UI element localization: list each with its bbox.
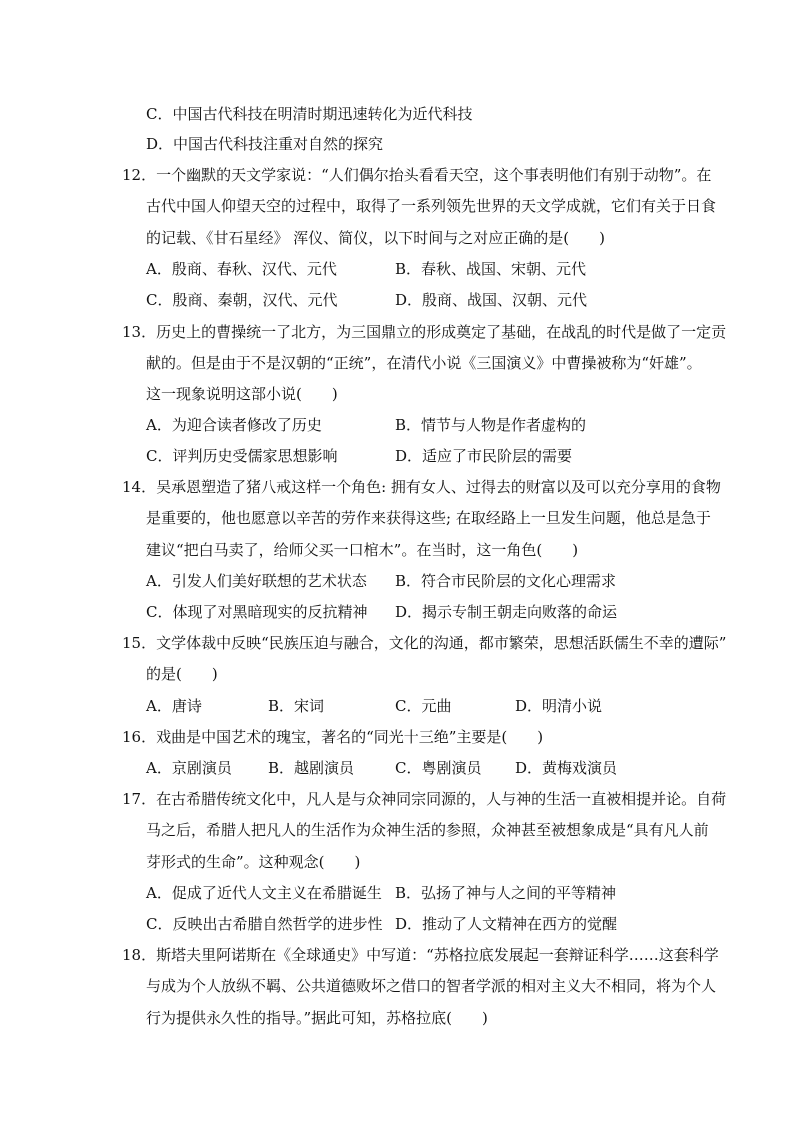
question-12-line-2: 古代中国人仰望天空的过程中，取得了一系列领先世界的天文学成就，它们有关于日食 <box>146 197 717 215</box>
question-12: 12．一个幽默的天文学家说：“人们偶尔抬头看看天空，这个事表明他们有别于动物”。在 <box>122 166 712 184</box>
option-c-q11: C．中国古代科技在明清时期迅速转化为近代科技 <box>146 105 473 123</box>
question-15-line-2: 的是( ) <box>146 665 218 683</box>
option-b-q16: B．越剧演员 <box>268 759 355 777</box>
question-13: 13．历史上的曹操统一了北方，为三国鼎立的形成奠定了基础，在战乱的时代是做了一定贡 <box>122 323 727 341</box>
option-c-q15: C．元曲 <box>395 697 452 715</box>
option-c-q12: C．殷商、秦朝，汉代、元代 <box>146 291 338 309</box>
option-c-q14: C．体现了对黑暗现实的反抗精神 <box>146 603 368 621</box>
option-a-q16: A．京剧演员 <box>146 759 232 777</box>
question-17: 17．在古希腊传统文化中，凡人是与众神同宗同源的，人与神的生活一直被相提并论。自荷 <box>122 790 727 808</box>
question-18-line-2: 与成为个人放纵不羁、公共道德败坏之借口的智者学派的相对主义大不相同，将为个人 <box>146 977 717 995</box>
option-c-q13: C．评判历史受儒家思想影响 <box>146 447 338 465</box>
option-a-q12: A．殷商、春秋、汉代、元代 <box>146 260 337 278</box>
option-d-q11: D．中国古代科技注重对自然的探究 <box>146 135 384 153</box>
question-14: 14．吴承恩塑造了猪八戒这样一个角色: 拥有女人、过得去的财富以及可以充分享用的食物 <box>122 478 721 496</box>
option-b-q14: B．符合市民阶层的文化心理需求 <box>395 572 617 590</box>
question-13-line-2: 献的。但是由于不是汉朝的“正统”，在清代小说《三国演义》中曹操被称为“奸雄”。 <box>146 354 702 372</box>
option-d-q14: D．揭示专制王朝走向败落的命运 <box>395 603 618 621</box>
question-13-line-3: 这一现象说明这部小说( ) <box>146 385 338 403</box>
question-17-line-3: 芽形式的生命”。这种观念( ) <box>146 853 361 871</box>
option-d-q16: D．黄梅戏演员 <box>515 759 618 777</box>
option-d-q12: D．殷商、战国、汉朝、元代 <box>395 291 588 309</box>
option-b-q13: B．情节与人物是作者虚构的 <box>395 416 587 434</box>
option-d-q17: D．推动了人文精神在西方的觉醒 <box>395 915 618 933</box>
option-a-q15: A．唐诗 <box>146 697 202 715</box>
option-c-q16: C．粤剧演员 <box>395 759 482 777</box>
question-15: 15．文学体裁中反映“民族压迫与融合，文化的沟通，都市繁荣，思想活跃儒生不幸的遭际” <box>122 634 727 652</box>
option-b-q15: B．宋词 <box>268 697 325 715</box>
question-14-line-3: 建议“把白马卖了，给师父买一口棺木”。在当时，这一角色( ) <box>146 541 579 559</box>
option-a-q14: A．引发人们美好联想的艺术状态 <box>146 572 367 590</box>
option-c-q17: C．反映出古希腊自然哲学的进步性 <box>146 915 383 933</box>
question-18-line-3: 行为提供永久性的指导。”据此可知，苏格拉底( ) <box>146 1009 488 1027</box>
question-18: 18．斯塔夫里阿诺斯在《全球通史》中写道：“苏格拉底发展起一套辩证科学……这套科学 <box>122 946 719 964</box>
option-b-q12: B．春秋、战国、宋朝、元代 <box>395 260 587 278</box>
option-d-q15: D．明清小说 <box>515 697 603 715</box>
option-a-q13: A．为迎合读者修改了历史 <box>146 416 322 434</box>
option-a-q17: A．促成了近代人文主义在希腊诞生 <box>146 884 382 902</box>
question-17-line-2: 马之后，希腊人把凡人的生活作为众神生活的参照，众神甚至被想象成是“具有凡人前 <box>146 821 709 839</box>
question-12-line-3: 的记载、《甘石星经》 浑仪、简仪，以下时间与之对应正确的是( ) <box>146 229 605 247</box>
question-14-line-2: 是重要的，他也愿意以辛苦的劳作来获得这些; 在取经路上一旦发生问题，他总是急于 <box>146 509 711 527</box>
question-16: 16．戏曲是中国艺术的瑰宝，著名的“同光十三绝”主要是( ) <box>122 728 544 746</box>
option-b-q17: B．弘扬了神与人之间的平等精神 <box>395 884 617 902</box>
option-d-q13: D．适应了市民阶层的需要 <box>395 447 573 465</box>
